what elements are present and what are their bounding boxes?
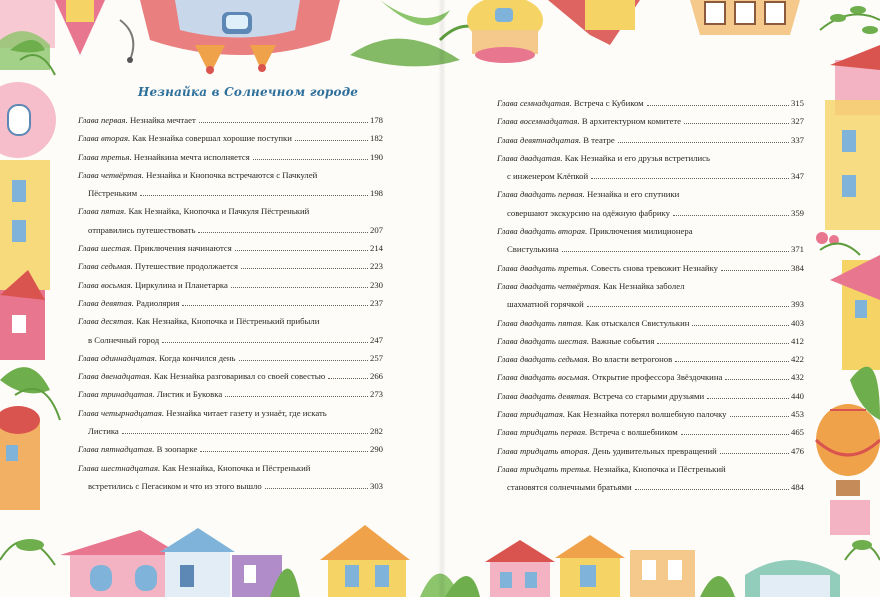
- chapter-title: Встреча со старыми друзьями: [593, 390, 705, 401]
- toc-entry: [78, 111, 383, 129]
- chapter-label: Глава двадцатая.: [497, 152, 563, 163]
- page-number: 237: [369, 297, 383, 308]
- chapter-label: Глава пятнадцатая.: [78, 444, 155, 455]
- toc-entry: [497, 131, 804, 149]
- toc-entry: [497, 460, 804, 497]
- page-number: 257: [369, 352, 383, 363]
- chapter-title: Встреча с волшебником: [589, 427, 678, 438]
- page-number: 327: [790, 116, 804, 127]
- chapter-title: Незнайкина мечта исполняется: [133, 151, 250, 162]
- toc-entry: [78, 349, 383, 367]
- toc-entry: [497, 405, 804, 423]
- chapter-label: Глава тридцать первая.: [497, 427, 588, 438]
- chapter-label: Глава двадцать шестая.: [497, 335, 590, 346]
- toc-entry: [497, 222, 804, 259]
- toc-entry: [78, 148, 383, 166]
- chapter-label: Глава десятая.: [78, 316, 135, 327]
- page-number: 190: [369, 151, 383, 162]
- toc-left-column: [78, 111, 383, 495]
- top-center-plants: [350, 0, 543, 66]
- chapter-title: Незнайка и его спутники: [586, 189, 680, 200]
- page-number: 476: [790, 445, 804, 456]
- top-right-houses: [548, 0, 880, 45]
- chapter-title: Незнайка читает газету и узнаёт, где искать: [166, 407, 327, 418]
- chapter-title: Встреча с Кубиком: [573, 98, 644, 108]
- chapter-label: Глава двадцать первая.: [497, 189, 585, 200]
- chapter-title: Незнайка, Кнопочка и Пёстренький: [593, 463, 726, 474]
- chapter-label: Глава шестнадцатая.: [78, 462, 161, 473]
- chapter-label: Глава девятая.: [78, 297, 134, 308]
- right-side-towers: [816, 45, 880, 535]
- chapter-label: Глава четвёртая.: [78, 169, 144, 180]
- chapter-title: Как Незнайка и его друзья встретились: [564, 152, 710, 163]
- chapter-title: В театре: [583, 134, 615, 145]
- chapter-title: Как Незнайка потерял волшебную палочку: [567, 409, 727, 420]
- chapter-title: Листик и Буковка: [156, 389, 223, 400]
- chapter-label: Глава двадцать пятая.: [497, 317, 584, 328]
- chapter-title: Приключения начинаются: [134, 243, 232, 254]
- chapter-title: Важные события: [591, 335, 655, 346]
- chapter-title: Радиолярия: [136, 297, 180, 308]
- chapter-title-cont: Пёстреньким: [88, 188, 138, 199]
- chapter-title: Во власти ветрогонов: [591, 354, 673, 365]
- toc-entry: [497, 277, 804, 314]
- chapter-label: Глава восемнадцатая.: [497, 116, 580, 127]
- chapter-title-cont: отправились путешествовать: [88, 224, 196, 235]
- chapter-title: Открытие профессора Звёздочкина: [592, 372, 723, 383]
- toc-entry: [78, 202, 383, 239]
- page-number: 178: [369, 115, 383, 125]
- toc-entry: [78, 239, 383, 257]
- chapter-title: Как Незнайка заболел: [603, 280, 685, 291]
- chapter-title-cont: совершают экскурсию на одёжную фабрику: [507, 207, 670, 218]
- chapter-title: Как Незнайка, Кнопочка и Пёстренький прибыли: [136, 316, 320, 327]
- top-left-houses: [0, 0, 105, 75]
- chapter-title: Как Незнайка, Кнопочка и Пачкуля Пёстренький: [128, 206, 310, 217]
- chapter-label: Глава тринадцатая.: [78, 389, 155, 400]
- chapter-title: Как отыскался Свистулькин: [585, 317, 690, 328]
- chapter-label: Глава девятнадцатая.: [497, 134, 582, 145]
- chapter-label: Глава двадцать девятая.: [497, 390, 591, 401]
- page-fold: [438, 0, 446, 597]
- toc-entry: [78, 404, 383, 441]
- page-number: 432: [790, 372, 804, 383]
- page-number: 359: [790, 207, 804, 218]
- page-number: 198: [369, 188, 383, 199]
- chapter-label: Глава тридцать третья.: [497, 463, 592, 474]
- page-number: 223: [369, 261, 383, 272]
- chapter-label: Глава пятая.: [78, 206, 127, 217]
- toc-entry: [78, 257, 383, 275]
- toc-entry: [78, 129, 383, 147]
- page-number: 371: [790, 244, 804, 255]
- page-number: 182: [369, 133, 383, 144]
- chapter-title-cont: Листика: [88, 426, 119, 437]
- chapter-title-cont: становятся солнечными братьями: [507, 482, 632, 493]
- chapter-title: Как Незнайка разговаривал со своей совестью: [153, 371, 326, 382]
- toc-entry: [497, 149, 804, 186]
- chapter-title: В архитектурном комитете: [581, 116, 682, 127]
- page-number: 440: [790, 390, 804, 401]
- chapter-label: Глава шестая.: [78, 243, 133, 254]
- page-number: 230: [369, 279, 383, 290]
- chapter-title: Циркулина и Планетарка: [135, 279, 228, 290]
- chapter-title-cont: в Солнечный город: [88, 334, 160, 345]
- chapter-title-cont: с инженером Клёпкой: [507, 171, 589, 182]
- toc-entry: [78, 312, 383, 349]
- toc-entry: [497, 350, 804, 368]
- chapter-title: Приключения милиционера: [589, 226, 693, 237]
- chapter-title: Как Незнайка, Кнопочка и Пёстренький: [162, 462, 311, 473]
- toc-right-column: [497, 94, 804, 497]
- toc-entry: [497, 94, 804, 112]
- page-number: 422: [790, 354, 804, 365]
- toc-entry: [497, 423, 804, 441]
- chapter-label: Глава семнадцатая.: [497, 98, 572, 108]
- page-number: 412: [790, 335, 804, 346]
- page-number: 453: [790, 409, 804, 420]
- page-number: 484: [790, 482, 804, 493]
- chapter-label: Глава четырнадцатая.: [78, 407, 165, 418]
- chapter-title: Когда кончился день: [159, 352, 236, 363]
- chapter-label: Глава восьмая.: [78, 279, 133, 290]
- page-number: 266: [369, 371, 383, 382]
- page-number: 273: [369, 389, 383, 400]
- chapter-title-cont: встретились с Пегасиком и что из этого вышло: [88, 480, 262, 491]
- toc-entry: [497, 314, 804, 332]
- toc-entry: [497, 185, 804, 222]
- page-number: 403: [790, 317, 804, 328]
- toc-title: Незнайка в Солнечном городе: [137, 85, 359, 99]
- chapter-title-cont: Свистулькина: [507, 244, 559, 255]
- chapter-label: Глава двадцать вторая.: [497, 226, 588, 237]
- chapter-label: Глава седьмая.: [78, 261, 133, 272]
- chapter-label: Глава двадцать третья.: [497, 262, 589, 273]
- toc-entry: [497, 442, 804, 460]
- page-number: 282: [369, 426, 383, 437]
- chapter-label: Глава вторая.: [78, 133, 131, 144]
- left-side-towers: [0, 82, 60, 510]
- chapter-label: Глава первая.: [78, 115, 128, 125]
- chapter-title: Незнайка мечтает: [129, 115, 196, 125]
- chapter-title: Незнайка и Кнопочка встречаются с Пачкулей: [146, 169, 318, 180]
- chapter-label: Глава тридцать вторая.: [497, 445, 590, 456]
- page-number: 290: [369, 444, 383, 455]
- page-number: 465: [790, 427, 804, 438]
- chapter-title: День удивительных превращений: [591, 445, 717, 456]
- toc-entry: [497, 259, 804, 277]
- chapter-label: Глава двадцать восьмая.: [497, 372, 590, 383]
- chapter-title: В зоопарке: [156, 444, 198, 455]
- page-number: 207: [369, 224, 383, 235]
- chapter-label: Глава двадцать четвёртая.: [497, 280, 601, 291]
- toc-entry: [78, 385, 383, 403]
- chapter-title: Как Незнайка совершал хорошие поступки: [132, 133, 292, 144]
- chapter-label: Глава двадцать седьмая.: [497, 354, 590, 365]
- toc-entry: [78, 367, 383, 385]
- page-number: 303: [369, 480, 383, 491]
- top-center-flying-house: [120, 0, 340, 75]
- toc-entry: [78, 440, 383, 458]
- toc-entry: [497, 332, 804, 350]
- chapter-label: Глава тридцатая.: [497, 409, 566, 420]
- toc-entry: [497, 112, 804, 130]
- chapter-title: Путешествие продолжается: [134, 261, 238, 272]
- chapter-label: Глава одиннадцатая.: [78, 352, 157, 363]
- page-number: 247: [369, 334, 383, 345]
- page-number: 384: [790, 262, 804, 273]
- toc-entry: [78, 294, 383, 312]
- toc-entry: [497, 387, 804, 405]
- toc-entry: [78, 276, 383, 294]
- chapter-label: Глава третья.: [78, 151, 132, 162]
- chapter-label: Глава двенадцатая.: [78, 371, 152, 382]
- toc-entry: [78, 459, 383, 496]
- page-number: 393: [790, 299, 804, 310]
- page-number: 337: [790, 134, 804, 145]
- chapter-title: Совесть снова тревожит Незнайку: [590, 262, 719, 273]
- page-number: 214: [369, 243, 383, 254]
- page-number: 315: [790, 98, 804, 108]
- page-number: 347: [790, 171, 804, 182]
- toc-entry: [78, 166, 383, 203]
- toc-entry: [497, 368, 804, 386]
- chapter-title-cont: шахматной горячкой: [507, 299, 584, 310]
